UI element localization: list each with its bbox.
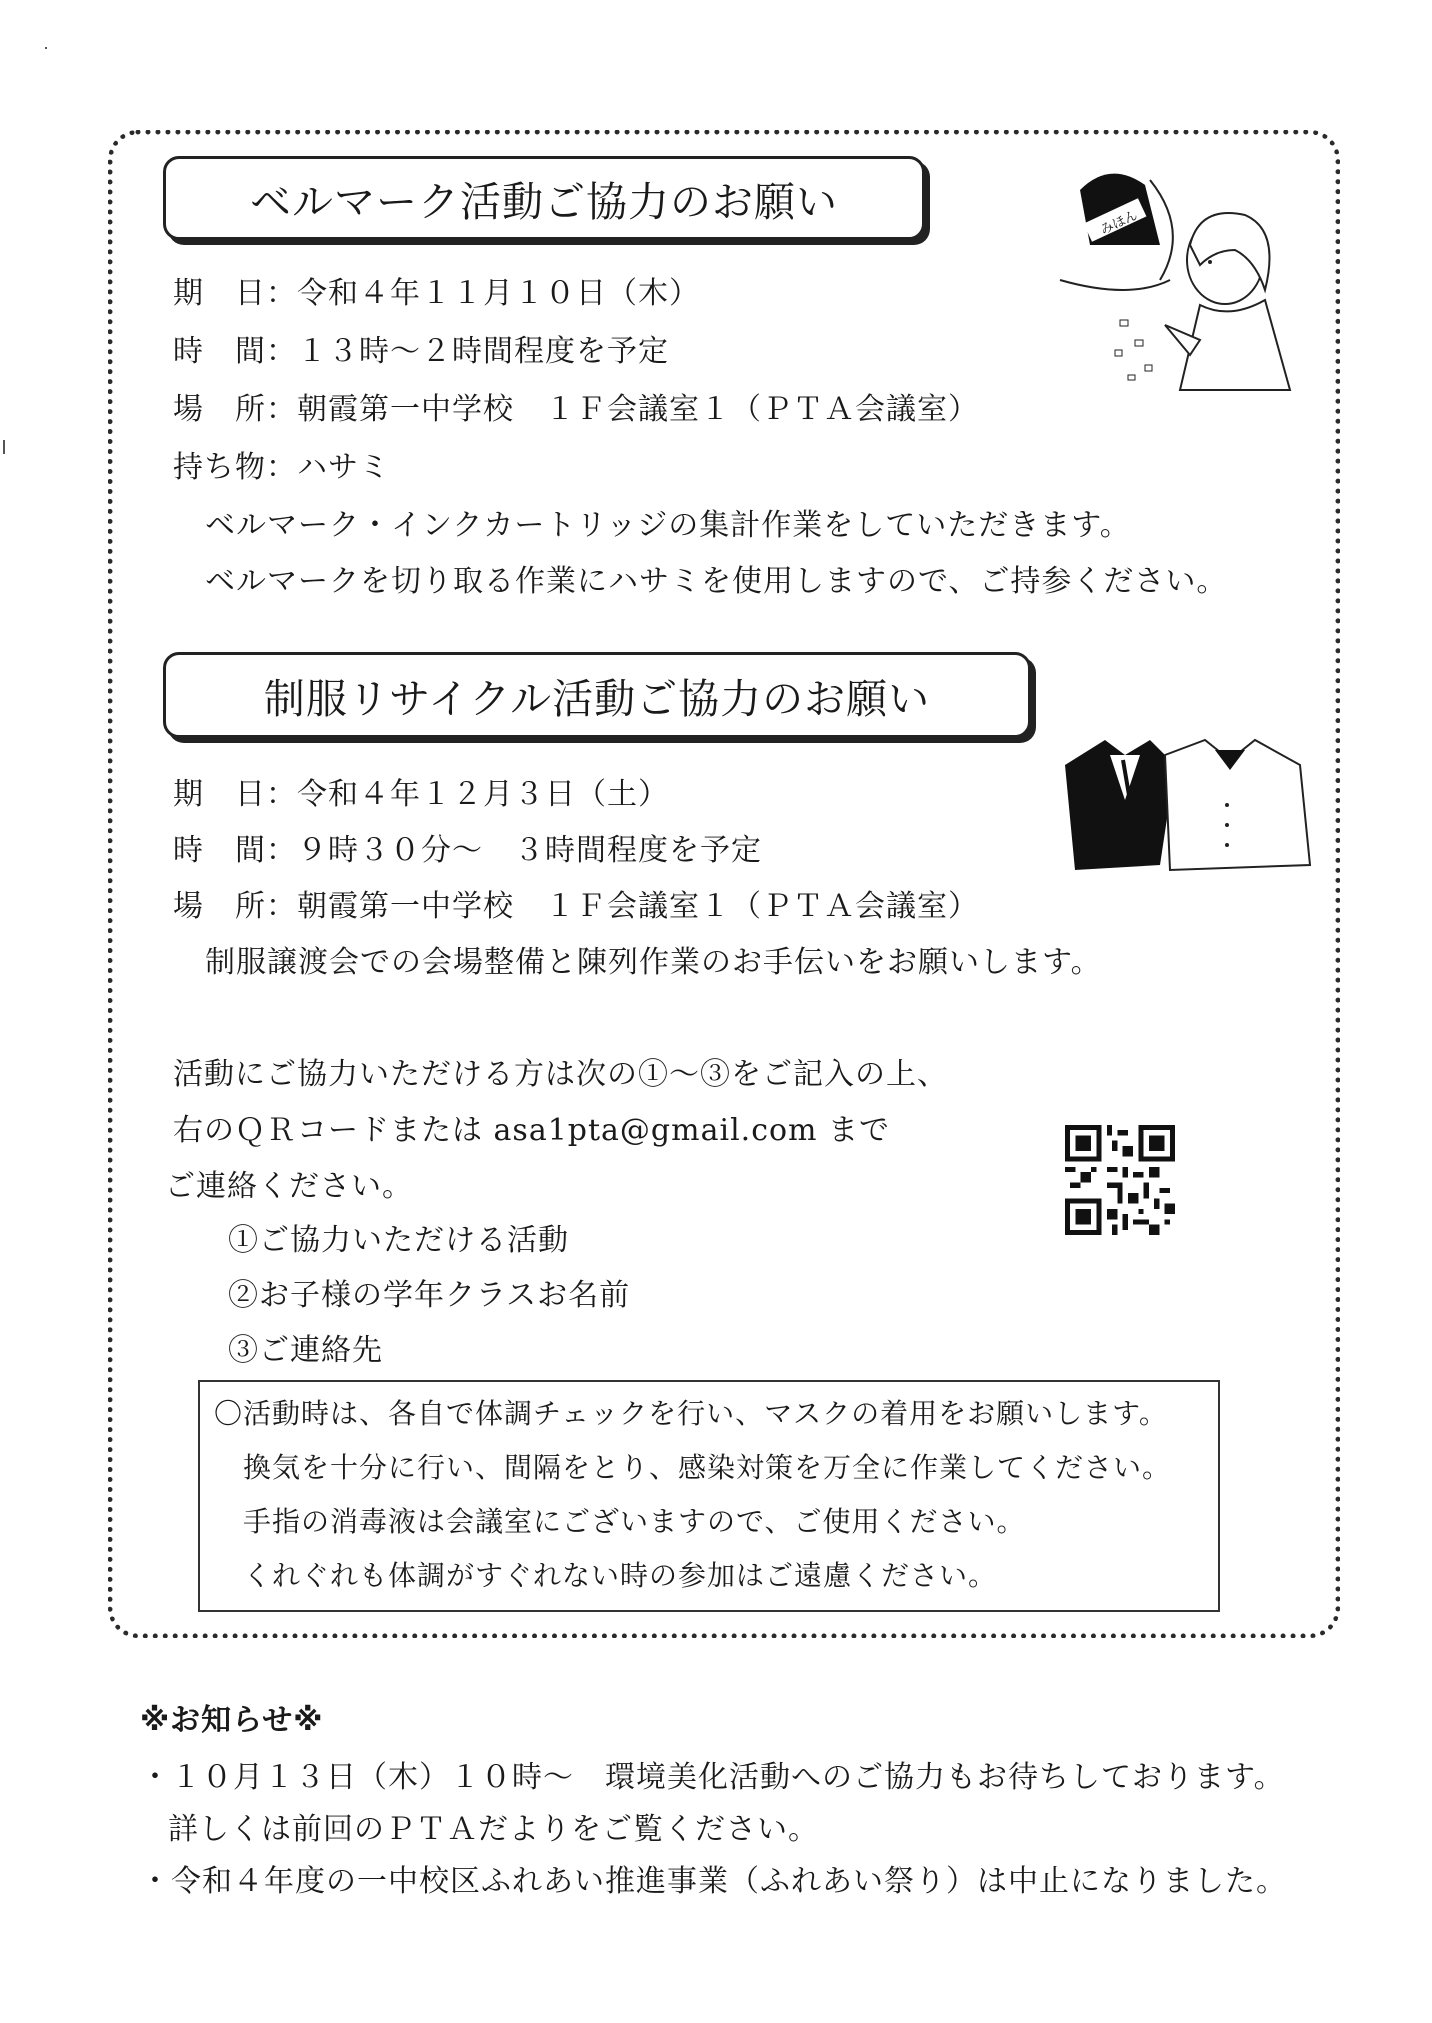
notice-line-3: 手指の消毒液は会議室にございますので、ご使用ください。: [243, 1505, 1026, 1538]
uniform-time: 時 間：９時３０分～ ３時間程度を予定: [173, 833, 762, 868]
notice-box: [198, 1380, 1220, 1612]
bellmark-woman-illustration: [1050, 150, 1310, 400]
notice-line-4: くれぐれも体調がすぐれない時の参加はご遠慮ください。: [243, 1559, 998, 1592]
bellmark-items: 持ち物：ハサミ: [173, 450, 390, 485]
bellmark-title-box: [163, 156, 925, 240]
contact-item-1: ①ご協力いただける活動: [228, 1223, 569, 1258]
uniform-title-box: [163, 652, 1031, 738]
contact-item-2: ②お子様の学年クラスお名前: [228, 1278, 631, 1313]
bellmark-place: 場 所：朝霞第一中学校 １Ｆ会議室１（ＰＴＡ会議室）: [173, 392, 979, 427]
qr-code[interactable]: [1065, 1125, 1175, 1235]
bellmark-title: ベルマーク活動ご協力のお願い: [250, 177, 838, 226]
school-uniform-illustration: [1055, 725, 1315, 875]
uniform-title: 制服リサイクル活動ご協力のお願い: [263, 674, 931, 723]
contact-line-1: 活動にご協力いただける方は次の①～③をご記入の上、: [173, 1057, 948, 1092]
bell-icon: [1080, 174, 1160, 245]
bellmark-date: 期 日：令和４年１１月１０日（木）: [173, 276, 700, 311]
scan-speck: [3, 440, 5, 454]
bellmark-time: 時 間：１３時～２時間程度を予定: [173, 334, 669, 369]
footer-item-1: ・１０月１３日（木）１０時～ 環境美化活動へのご協力もお待ちしております。: [140, 1760, 1285, 1795]
footer-title: ※お知らせ※: [140, 1703, 324, 1738]
footer-item-1-sub: 詳しくは前回のＰＴＡだよりをご覧ください。: [168, 1812, 819, 1847]
uniform-date: 期 日：令和４年１２月３日（土）: [173, 777, 669, 812]
uniform-place: 場 所：朝霞第一中学校 １Ｆ会議室１（ＰＴＡ会議室）: [173, 889, 979, 924]
notice-line-2: 換気を十分に行い、間隔をとり、感染対策を万全に作業してください。: [243, 1451, 1172, 1484]
bellmark-desc-2: ベルマークを切り取る作業にハサミを使用しますので、ご持参ください。: [205, 564, 1228, 599]
uniform-desc: 制服譲渡会での会場整備と陳列作業のお手伝いをお願いします。: [205, 945, 1102, 980]
svg-text:みほん: みほん: [1098, 207, 1141, 239]
contact-line-2: 右のＱＲコードまたは asa1pta@gmail.com まで: [173, 1113, 891, 1148]
notice-line-1: 〇活動時は、各自で体調チェックを行い、マスクの着用をお願いします。: [214, 1397, 1168, 1430]
bellmark-desc-1: ベルマーク・インクカートリッジの集計作業をしていただきます。: [205, 508, 1131, 543]
scan-speck: [45, 47, 47, 49]
footer-item-2: ・令和４年度の一中校区ふれあい推進事業（ふれあい祭り）は中止になりました。: [140, 1864, 1287, 1899]
contact-line-3: ご連絡ください。: [165, 1169, 413, 1204]
contact-item-3: ③ご連絡先: [228, 1333, 383, 1368]
